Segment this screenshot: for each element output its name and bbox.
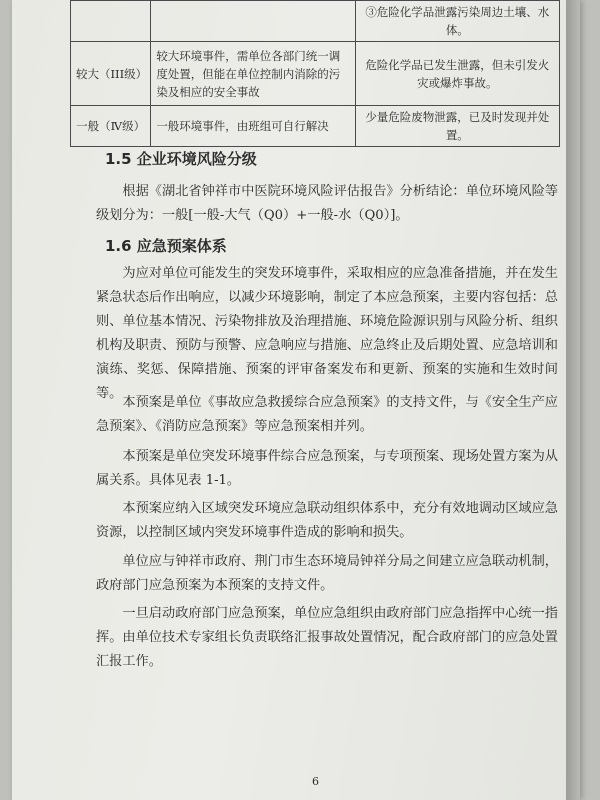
- section-heading: 1.5 企业环境风险分级: [105, 150, 257, 168]
- table-row: [71, 106, 560, 147]
- paragraph: 本预案是单位《事故应急救援综合应急预案》的支持文件，与《安全生产应急预案》、《消防应急预案》等应急预案相并列。: [96, 395, 558, 434]
- paragraph: 本预案是单位突发环境事件综合应急预案，与专项预案、现场处置方案为从属关系。具体见表 1-1。: [96, 449, 558, 488]
- table-cell-case: 少量危险废物泄露，已及时发现并处置。: [355, 106, 559, 147]
- document-page: [12, 0, 580, 800]
- paragraph: 根据《湖北省钟祥市中医院环境风险评估报告》分析结论：单位环境风险等级划分为：一般[一般-大气（Q0）+一般-水（Q0）]。: [96, 184, 558, 223]
- table-cell-description: [151, 1, 355, 42]
- table-cell-case: 危险化学品已发生泄露，但未引发火灾或爆炸事故。: [355, 42, 559, 106]
- table-row: [71, 42, 560, 106]
- paragraph: 单位应与钟祥市政府、荆门市生态环境局钟祥分局之间建立应急联动机制，政府部门应急预案为本预案的支持文件。: [96, 554, 558, 593]
- table-cell-description: 一般环境事件，由班组可自行解决: [151, 106, 355, 147]
- table-cell-level: [71, 1, 151, 42]
- risk-level-table: [70, 0, 560, 147]
- section-heading: 1.6 应急预案体系: [105, 237, 227, 255]
- table-cell-case: ③危险化学品泄露污染周边土壤、水体。: [355, 1, 559, 42]
- page-number: 6: [312, 775, 319, 788]
- paragraph: 本预案应纳入区域突发环境应急联动组织体系中，充分有效地调动区域应急资源，以控制区域内突发环境事件造成的影响和损失。: [96, 501, 558, 540]
- table-cell-level: 一般（Ⅳ级）: [71, 106, 151, 147]
- page-edge-shadow: [566, 0, 580, 800]
- table-cell-description: 较大环境事件，需单位各部门统一调度处置，但能在单位控制内消除的污染及相应的安全事故: [151, 42, 355, 106]
- table-cell-level: 较大（III级）: [71, 42, 151, 106]
- table-row: [71, 1, 560, 42]
- paragraph: 一旦启动政府部门应急预案，单位应急组织由政府部门应急指挥中心统一指挥。由单位技术专家组长负责联络汇报事故处置情况，配合政府部门的应急处置汇报工作。: [96, 606, 558, 669]
- paragraph: 为应对单位可能发生的突发环境事件，采取相应的应急准备措施，并在发生紧急状态后作出响应，以减少环境影响，制定了本应急预案，主要内容包括：总则、单位基本情况、污染物排放及治理措施、环境危险源识别与风险分析、组织机构及职责、预防与预警、应急响应与措施、应急终止及后期处置、应急培训和演练、奖惩、保障措施、预案的评审备案发布和更新、预案的实施和生效时间等。: [96, 266, 558, 401]
